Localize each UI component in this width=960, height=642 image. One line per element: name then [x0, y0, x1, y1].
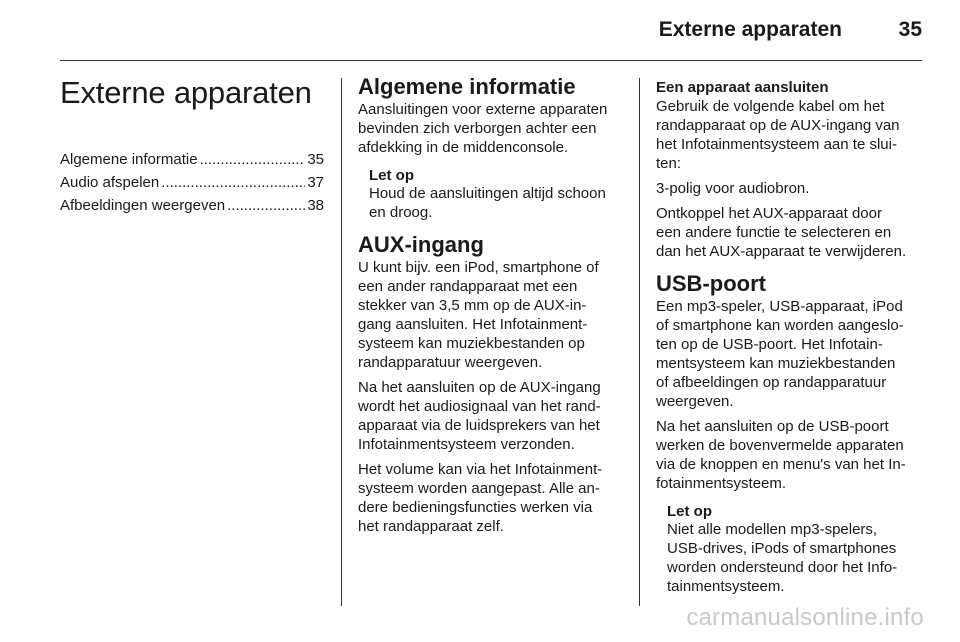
- aux-paragraph-3: Het volume kan via het Infotainment- systeem worden aangepast. Alle an- dere bedieningsfuncties werken via het randapparaat zelf.: [358, 461, 603, 535]
- page-header-title: Externe apparaten: [658, 18, 842, 41]
- toc-entry-audio-afspelen[interactable]: [60, 171, 324, 194]
- toc-leader-dots: [161, 171, 305, 194]
- page-number: 35: [898, 18, 922, 41]
- watermark: carmanualsonline.info: [686, 604, 924, 631]
- toc-leader-dots: [200, 148, 306, 171]
- usb-paragraph-1: Een mp3-speler, USB-apparaat, iPod of smartphone kan worden aangeslo- ten op de USB-poort. Het Infotain- mentsysteem kan muziekbestanden of afbeeldingen op randapparatuur weergeven.: [656, 298, 904, 410]
- section-heading-usb-poort: USB-poort: [656, 271, 766, 296]
- toc-entry-page: 37: [307, 174, 324, 191]
- toc-entry-page: 38: [307, 197, 324, 214]
- note-title: Let op: [667, 503, 712, 520]
- chapter-title: Externe apparaten: [60, 75, 312, 110]
- note-text: Niet alle modellen mp3-spelers, USB-drives, iPods of smartphones worden ondersteund door het Info- tainmentsysteem.: [667, 521, 898, 595]
- aux-paragraph-2: Na het aansluiten op de AUX-ingang wordt het audiosignaal van het rand- apparaat via de luidsprekers van het Infotainmentsysteem verzonden.: [358, 379, 601, 453]
- toc-entry-page: 35: [307, 151, 324, 168]
- connect-paragraph-1: Gebruik de volgende kabel om het randapparaat op de AUX-ingang van het Infotainmentsysteem aan te slui- ten:: [656, 98, 900, 172]
- intro-paragraph: Aansluitingen voor externe apparaten bevinden zich verborgen achter een afdekking in de middenconsole.: [358, 101, 608, 156]
- column-divider-2: [639, 78, 640, 606]
- toc-column: [60, 74, 324, 217]
- header-rule: [60, 60, 922, 61]
- toc-entry-label: Audio afspelen: [60, 174, 160, 191]
- note-block: [667, 503, 922, 596]
- toc-entry-label: Afbeeldingen weergeven: [60, 197, 226, 214]
- section-heading-algemene-informatie: Algemene informatie: [358, 74, 576, 99]
- subheading-apparaat-aansluiten: Een apparaat aansluiten: [656, 79, 829, 96]
- content-column-middle: [358, 74, 624, 542]
- connect-paragraph-2: 3-polig voor audiobron.: [656, 180, 810, 197]
- connect-paragraph-3: Ontkoppel het AUX-apparaat door een andere functie te selecteren en dan het AUX-apparaat te verwijderen.: [656, 205, 907, 260]
- column-divider-1: [341, 78, 342, 606]
- note-title: Let op: [369, 167, 414, 184]
- toc-entry-afbeeldingen-weergeven[interactable]: [60, 194, 324, 217]
- usb-paragraph-2: Na het aansluiten op de USB-poort werken de bovenvermelde apparaten via de knoppen en menu's van het In- fotainmentsysteem.: [656, 418, 906, 492]
- toc-entry-algemene-informatie[interactable]: [60, 148, 324, 171]
- toc-entry-label: Algemene informatie: [60, 151, 198, 168]
- content-column-right: [656, 78, 922, 606]
- aux-paragraph-1: U kunt bijv. een iPod, smartphone of een ander randapparaat met een stekker van 3,5 mm op de AUX-in- gang aansluiten. Het Infotainment- systeem kan muziekbestanden op randapparatuur weergeven.: [358, 259, 599, 371]
- toc-leader-dots: [227, 194, 305, 217]
- note-block: [369, 167, 624, 222]
- section-heading-aux-ingang: AUX-ingang: [358, 232, 484, 257]
- note-text: Houd de aansluitingen altijd schoon en droog.: [369, 185, 606, 221]
